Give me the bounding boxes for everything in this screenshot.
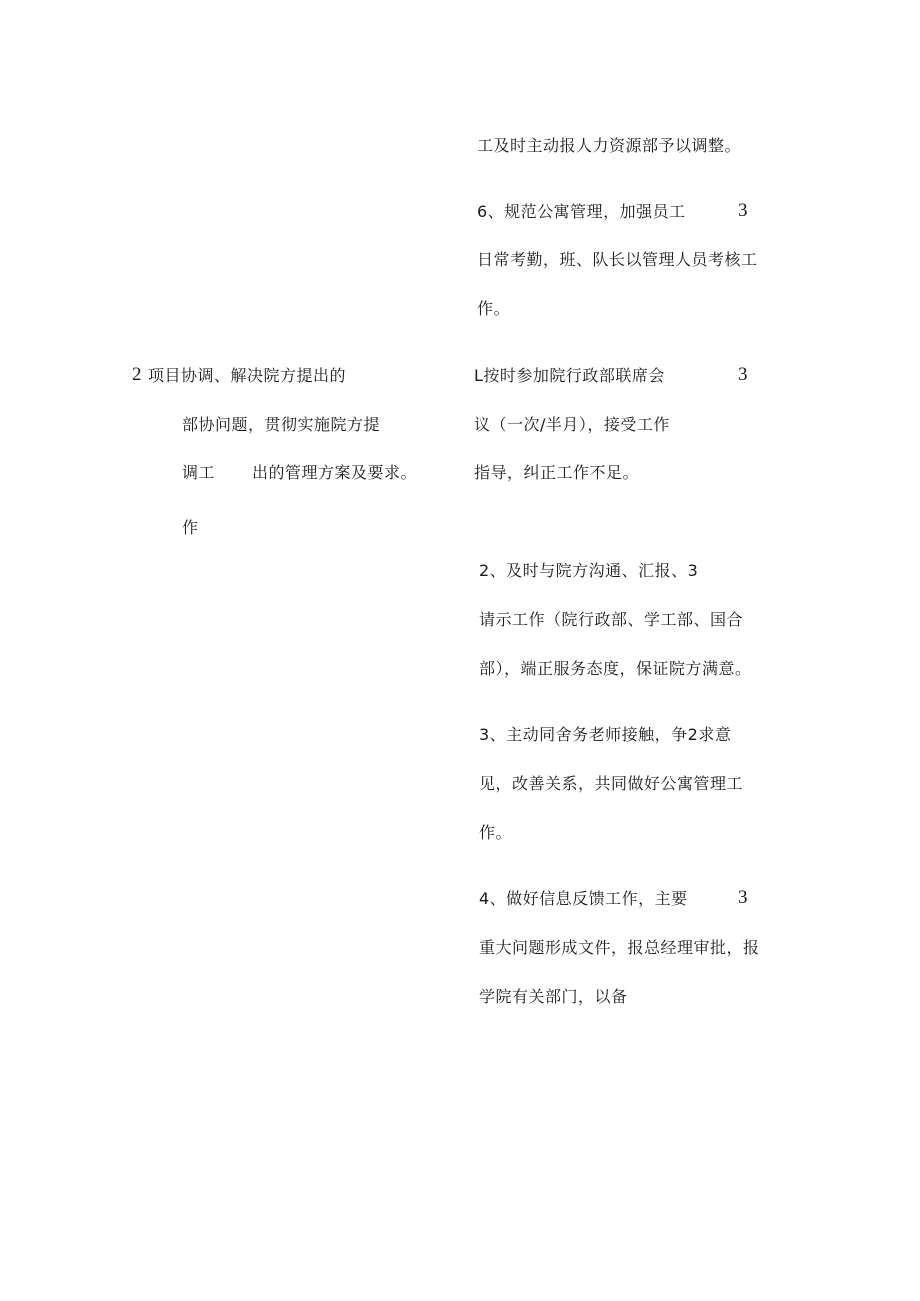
section-2-line-2: 部协问题，贯彻实施院方提: [182, 415, 381, 434]
item-4-line-3: 学院有关部门，以备: [479, 987, 628, 1006]
item-6-line-1: 6、规范公寓管理，加强员工: [477, 202, 686, 221]
section-2-line-3a: 调工: [182, 463, 216, 482]
item-4-line-1: 4、做好信息反馈工作，主要: [479, 889, 688, 908]
item-1-score: 3: [738, 364, 748, 385]
item-2-line-1: 2、及时与院方沟通、汇报、3: [479, 561, 699, 580]
item-3-line-1: 3、主动同舍务老师接触，争2求意: [479, 725, 732, 744]
item-6-line-3: 作。: [477, 299, 511, 318]
item-2-line-2: 请示工作（院行政部、学工部、国合: [479, 610, 744, 629]
text-line: 工及时主动报人力资源部予以调整。: [477, 136, 742, 155]
item-6-line-2: 日常考勤，班、队长以管理人员考核工: [477, 250, 758, 269]
item-2-line-3: 部），端正服务态度，保证院方满意。: [479, 659, 752, 678]
item-1-line-3: 指导，纠正工作不足。: [474, 463, 640, 482]
item-1-line-1: L按时参加院行政部联席会: [474, 366, 665, 385]
item-1-line-2: 议（一次/半月），接受工作: [474, 415, 670, 434]
section-2-line-4: 作: [182, 518, 199, 537]
section-2-number: 2: [132, 364, 142, 385]
item-3-line-2: 见，改善关系，共同做好公寓管理工: [479, 774, 744, 793]
item-4-line-2: 重大问题形成文件，报总经理审批，报: [479, 938, 760, 957]
item-3-line-3: 作。: [479, 823, 513, 842]
item-6-score: 3: [738, 200, 748, 221]
item-4-score: 3: [738, 887, 748, 908]
section-2-line-1: 项目协调、解决院方提出的: [148, 366, 347, 385]
section-2-line-3b: 出的管理方案及要求。: [252, 463, 418, 482]
